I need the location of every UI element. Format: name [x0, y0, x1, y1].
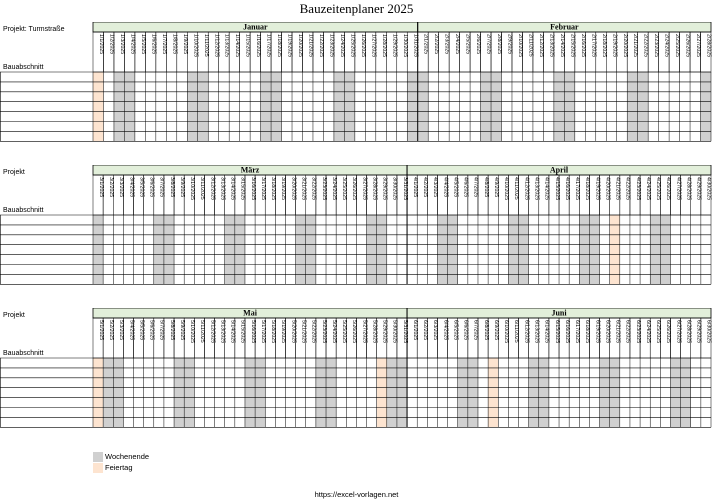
weekend-column	[344, 72, 354, 141]
weekend-column	[650, 215, 660, 284]
date-label: 2/27/2025	[695, 34, 702, 58]
weekend-column	[306, 215, 316, 284]
weekend-column	[174, 358, 184, 427]
weekend-column	[610, 358, 620, 427]
weekend-column	[103, 358, 113, 427]
date-label: 1/22/2025	[318, 34, 325, 58]
holiday-column	[377, 358, 387, 427]
holiday-column	[488, 358, 498, 427]
date-label: 1/7/2025	[160, 34, 167, 55]
date-label: 2/6/2025	[475, 34, 482, 55]
date-label: 6/19/2025	[594, 320, 601, 344]
weekend-column	[114, 72, 124, 141]
weekend-column	[437, 215, 447, 284]
project-label[interactable]: Projekt	[3, 312, 25, 319]
date-label: 4/3/2025	[432, 177, 439, 198]
date-label: 4/20/2025	[604, 177, 611, 201]
date-label: 6/10/2025	[503, 320, 510, 344]
month-title: April	[549, 165, 569, 175]
date-label: 5/9/2025	[178, 320, 185, 341]
date-label: 5/29/2025	[381, 320, 388, 344]
date-label: 5/1/2025	[97, 320, 104, 341]
date-label: 2/25/2025	[674, 34, 681, 58]
legend-holiday-swatch	[93, 463, 103, 473]
date-label: 3/7/2025	[158, 177, 165, 198]
weekend-column	[225, 215, 235, 284]
date-label: 6/20/2025	[604, 320, 611, 344]
weekend-column	[554, 72, 564, 141]
weekend-column	[387, 358, 397, 427]
date-label: 2/24/2025	[663, 34, 670, 58]
date-label: 3/16/2025	[249, 177, 256, 201]
date-label: 3/6/2025	[148, 177, 155, 198]
date-label: 3/9/2025	[178, 177, 185, 198]
date-label: 3/29/2025	[381, 177, 388, 201]
date-label: 4/1/2025	[411, 177, 418, 198]
date-label: 1/2/2025	[108, 34, 115, 55]
date-label: 6/24/2025	[644, 320, 651, 344]
weekend-column	[627, 72, 637, 141]
date-label: 4/7/2025	[472, 177, 479, 198]
weekend-column	[670, 358, 680, 427]
date-label: 1/16/2025	[255, 34, 262, 58]
weekend-column	[367, 215, 377, 284]
date-label: 4/29/2025	[695, 177, 702, 201]
planner-block-q3	[0, 308, 713, 433]
date-label: 2/22/2025	[642, 34, 649, 58]
date-label: 5/22/2025	[310, 320, 317, 344]
date-label: 4/27/2025	[675, 177, 682, 201]
weekend-column	[296, 215, 306, 284]
date-label: 5/30/2025	[391, 320, 398, 344]
date-label: 3/24/2025	[330, 177, 337, 201]
date-label: 5/31/2025	[401, 320, 408, 344]
weekend-column	[660, 215, 670, 284]
date-label: 1/17/2025	[265, 33, 272, 58]
date-label: 1/12/2025	[213, 34, 220, 58]
date-label: 1/13/2025	[223, 34, 230, 58]
date-label: 2/11/2025	[527, 34, 534, 57]
date-label: 4/4/2025	[442, 177, 449, 198]
date-label: 3/27/2025	[361, 177, 368, 201]
date-label: 6/30/2025	[705, 320, 712, 344]
holiday-column	[610, 215, 620, 284]
page-title: Bauzeitenplaner 2025	[299, 1, 414, 16]
date-label: 4/17/2025	[574, 177, 581, 201]
date-label: 6/14/2025	[543, 320, 550, 344]
date-label: 5/12/2025	[209, 320, 216, 344]
holiday-column	[93, 72, 103, 141]
weekend-column	[261, 72, 271, 141]
section-label: Bauabschnitt	[3, 207, 44, 214]
date-label: 6/18/2025	[584, 320, 591, 344]
legend-holiday-label: Feiertag	[105, 463, 133, 472]
date-label: 1/20/2025	[297, 34, 304, 58]
weekend-column	[579, 215, 589, 284]
date-label: 4/26/2025	[665, 177, 672, 201]
date-label: 3/31/2025	[401, 177, 408, 201]
date-label: 4/12/2025	[523, 177, 530, 201]
date-label: 4/28/2025	[685, 177, 692, 201]
date-label: 1/4/2025	[129, 34, 136, 55]
date-label: 1/15/2025	[244, 34, 251, 58]
weekend-column	[187, 72, 197, 141]
weekend-column	[468, 358, 478, 427]
date-label: 2/15/2025	[569, 34, 576, 58]
date-label: 5/16/2025	[249, 320, 256, 344]
date-label: 6/9/2025	[492, 320, 499, 341]
date-label: 4/11/2025	[513, 177, 520, 200]
date-label: 3/28/2025	[371, 177, 378, 201]
date-label: 4/5/2025	[452, 177, 459, 198]
date-label: 3/25/2025	[341, 177, 348, 201]
weekend-column	[377, 215, 387, 284]
date-label: 2/2/2025	[433, 34, 440, 55]
date-label: 4/16/2025	[563, 177, 570, 201]
month-title: Juni	[551, 308, 567, 318]
date-label: 6/15/2025	[553, 320, 560, 344]
weekend-column	[529, 358, 539, 427]
date-label: 3/11/2025	[199, 177, 206, 200]
weekend-column	[458, 358, 468, 427]
weekend-column	[164, 215, 174, 284]
date-label: 4/25/2025	[655, 177, 662, 201]
date-label: 3/20/2025	[290, 177, 297, 201]
date-label: 6/27/2025	[675, 320, 682, 344]
date-label: 3/5/2025	[138, 177, 145, 198]
date-label: 6/22/2025	[624, 320, 631, 344]
calendar-grid[interactable]	[0, 165, 713, 285]
date-label: 5/2/2025	[107, 320, 114, 341]
date-label: 3/10/2025	[189, 177, 196, 201]
weekend-column	[407, 72, 417, 141]
date-label: 1/31/2025	[412, 34, 419, 58]
weekend-column	[198, 72, 208, 141]
date-label: 2/8/2025	[496, 34, 503, 55]
date-label: 1/10/2025	[192, 34, 199, 58]
calendar-grid[interactable]	[0, 22, 713, 142]
date-label: 4/9/2025	[492, 177, 499, 198]
date-label: 6/17/2025	[574, 320, 581, 344]
weekend-column	[448, 215, 458, 284]
date-label: 6/23/2025	[634, 320, 641, 344]
weekend-column	[184, 358, 194, 427]
date-label: 2/9/2025	[506, 34, 513, 55]
date-label: 3/22/2025	[310, 177, 317, 201]
date-label: 6/16/2025	[563, 320, 570, 344]
weekend-column	[491, 72, 501, 141]
date-label: 1/9/2025	[181, 34, 188, 55]
weekend-column	[701, 72, 711, 141]
weekend-column	[418, 72, 428, 141]
date-label: 5/17/2025	[259, 320, 266, 344]
weekend-column	[245, 358, 255, 427]
weekend-column	[508, 215, 518, 284]
date-label: 3/8/2025	[168, 177, 175, 198]
date-label: 5/23/2025	[320, 320, 327, 344]
date-label: 4/22/2025	[624, 177, 631, 201]
date-label: 4/21/2025	[614, 177, 621, 201]
date-label: 4/13/2025	[533, 177, 540, 201]
section-label: Bauabschnitt	[3, 64, 44, 71]
date-label: 3/14/2025	[229, 177, 236, 201]
holiday-column	[93, 358, 103, 427]
date-label: 5/15/2025	[239, 320, 246, 344]
date-label: 3/21/2025	[300, 177, 307, 201]
date-label: 3/23/2025	[320, 177, 327, 201]
date-label: 4/30/2025	[705, 177, 712, 201]
date-label: 1/28/2025	[380, 34, 387, 58]
date-label: 3/12/2025	[209, 177, 216, 201]
date-label: 2/10/2025	[517, 34, 524, 58]
date-label: 4/10/2025	[503, 177, 510, 201]
date-label: 5/26/2025	[351, 320, 358, 344]
date-label: 4/18/2025	[584, 177, 591, 201]
calendar-grid[interactable]	[0, 308, 713, 428]
date-label: 1/8/2025	[171, 34, 178, 55]
date-label: 4/23/2025	[634, 177, 641, 201]
date-label: 5/18/2025	[270, 320, 277, 344]
date-label: 5/20/2025	[290, 320, 297, 344]
date-label: 6/12/2025	[523, 320, 530, 344]
date-label: 5/28/2025	[371, 320, 378, 344]
weekend-column	[589, 215, 599, 284]
date-label: 3/26/2025	[351, 177, 358, 201]
date-label: 6/26/2025	[665, 320, 672, 344]
date-label: 6/4/2025	[442, 320, 449, 341]
date-label: 5/24/2025	[330, 320, 337, 344]
weekend-column	[481, 72, 491, 141]
date-label: 6/25/2025	[655, 320, 662, 344]
month-title: Mai	[243, 308, 257, 318]
planner-block-q2	[0, 165, 713, 290]
date-label: 6/11/2025	[513, 320, 520, 343]
date-label: 2/18/2025	[600, 34, 607, 58]
date-label: 2/26/2025	[684, 34, 691, 58]
date-label: 3/19/2025	[280, 177, 287, 201]
weekend-column	[255, 358, 265, 427]
date-label: 6/3/2025	[432, 320, 439, 341]
date-label: 3/2/2025	[107, 177, 114, 198]
weekend-column	[154, 215, 164, 284]
date-label: 1/11/2025	[202, 34, 209, 57]
project-label[interactable]: Projekt: Turmstraße	[3, 26, 65, 33]
weekend-column	[316, 358, 326, 427]
weekend-column	[681, 358, 691, 427]
date-label: 2/3/2025	[443, 34, 450, 55]
date-label: 1/18/2025	[276, 34, 283, 58]
weekend-column	[600, 358, 610, 427]
date-label: 6/13/2025	[533, 320, 540, 344]
date-label: 5/10/2025	[189, 320, 196, 344]
legend-weekend-label: Wochenende	[105, 452, 150, 461]
date-label: 4/24/2025	[644, 177, 651, 201]
date-label: 5/19/2025	[280, 320, 287, 344]
date-label: 5/11/2025	[199, 320, 206, 343]
legend-weekend-swatch	[93, 452, 103, 462]
date-label: 1/29/2025	[391, 34, 398, 58]
date-label: 2/28/2025	[705, 34, 712, 58]
date-label: 3/13/2025	[219, 177, 226, 201]
date-label: 3/1/2025	[97, 177, 104, 198]
date-label: 5/21/2025	[300, 320, 307, 344]
weekend-column	[397, 358, 407, 427]
date-label: 6/6/2025	[462, 320, 469, 341]
date-label: 5/5/2025	[138, 320, 145, 341]
weekend-column	[638, 72, 648, 141]
date-label: 4/8/2025	[482, 177, 489, 198]
date-label: 1/6/2025	[150, 34, 157, 55]
date-label: 5/25/2025	[341, 320, 348, 344]
date-label: 2/5/2025	[464, 34, 471, 55]
date-label: 1/5/2025	[139, 34, 146, 55]
date-label: 5/7/2025	[158, 320, 165, 341]
date-label: 3/30/2025	[391, 177, 398, 201]
date-label: 2/14/2025	[558, 34, 565, 58]
date-label: 1/24/2025	[338, 34, 345, 58]
date-label: 6/2/2025	[422, 320, 429, 341]
date-label: 6/29/2025	[695, 320, 702, 344]
date-label: 2/17/2025	[590, 34, 597, 58]
date-label: 6/1/2025	[411, 320, 418, 341]
date-label: 1/25/2025	[349, 34, 356, 58]
weekend-column	[539, 358, 549, 427]
weekend-column	[326, 358, 336, 427]
weekend-column	[519, 215, 529, 284]
date-label: 3/18/2025	[270, 177, 277, 201]
weekend-column	[235, 215, 245, 284]
date-label: 2/23/2025	[653, 34, 660, 58]
date-label: 4/15/2025	[553, 177, 560, 201]
date-label: 2/19/2025	[611, 34, 618, 58]
date-label: 5/3/2025	[118, 320, 125, 341]
weekend-column	[334, 72, 344, 141]
date-label: 4/2/2025	[422, 177, 429, 198]
date-label: 2/21/2025	[632, 34, 639, 58]
date-label: 1/27/2025	[370, 34, 377, 58]
date-label: 6/5/2025	[452, 320, 459, 341]
month-title: März	[240, 165, 260, 175]
date-label: 5/8/2025	[168, 320, 175, 341]
date-label: 3/3/2025	[118, 177, 125, 198]
date-label: 5/13/2025	[219, 320, 226, 344]
section-label: Bauabschnitt	[3, 350, 44, 357]
date-label: 3/15/2025	[239, 177, 246, 201]
date-label: 5/27/2025	[361, 320, 368, 344]
date-label: 1/21/2025	[307, 34, 314, 58]
project-label[interactable]: Projekt	[3, 169, 25, 176]
date-label: 5/6/2025	[148, 320, 155, 341]
date-label: 4/19/2025	[594, 177, 601, 201]
date-label: 1/1/2025	[98, 34, 105, 55]
date-label: 3/17/2025	[259, 177, 266, 201]
date-label: 5/14/2025	[229, 320, 236, 344]
date-label: 3/4/2025	[128, 177, 135, 198]
weekend-column	[271, 72, 281, 141]
date-label: 4/14/2025	[543, 177, 550, 201]
weekend-column	[564, 72, 574, 141]
weekend-column	[93, 215, 103, 284]
date-label: 1/3/2025	[118, 34, 125, 55]
weekend-column	[124, 72, 134, 141]
month-title: Februar	[550, 22, 579, 32]
date-label: 4/6/2025	[462, 177, 469, 198]
date-label: 6/21/2025	[614, 320, 621, 344]
date-label: 1/14/2025	[234, 34, 241, 58]
date-label: 1/23/2025	[328, 34, 335, 58]
date-label: 2/7/2025	[485, 34, 492, 55]
date-label: 2/13/2025	[548, 34, 555, 58]
date-label: 6/8/2025	[482, 320, 489, 341]
date-label: 2/12/2025	[537, 34, 544, 58]
date-label: 6/7/2025	[472, 320, 479, 341]
date-label: 1/30/2025	[401, 34, 408, 58]
footer-link[interactable]: https://excel-vorlagen.net	[314, 490, 399, 499]
date-label: 2/1/2025	[422, 34, 429, 55]
planner-block-q1	[0, 22, 713, 147]
weekend-column	[113, 358, 123, 427]
month-title: Januar	[243, 22, 268, 32]
date-label: 1/26/2025	[359, 34, 366, 58]
date-label: 5/4/2025	[128, 320, 135, 341]
date-label: 2/20/2025	[621, 34, 628, 58]
date-label: 2/4/2025	[454, 34, 461, 55]
date-label: 6/28/2025	[685, 320, 692, 344]
date-label: 1/19/2025	[286, 34, 293, 58]
date-label: 2/16/2025	[579, 34, 586, 58]
